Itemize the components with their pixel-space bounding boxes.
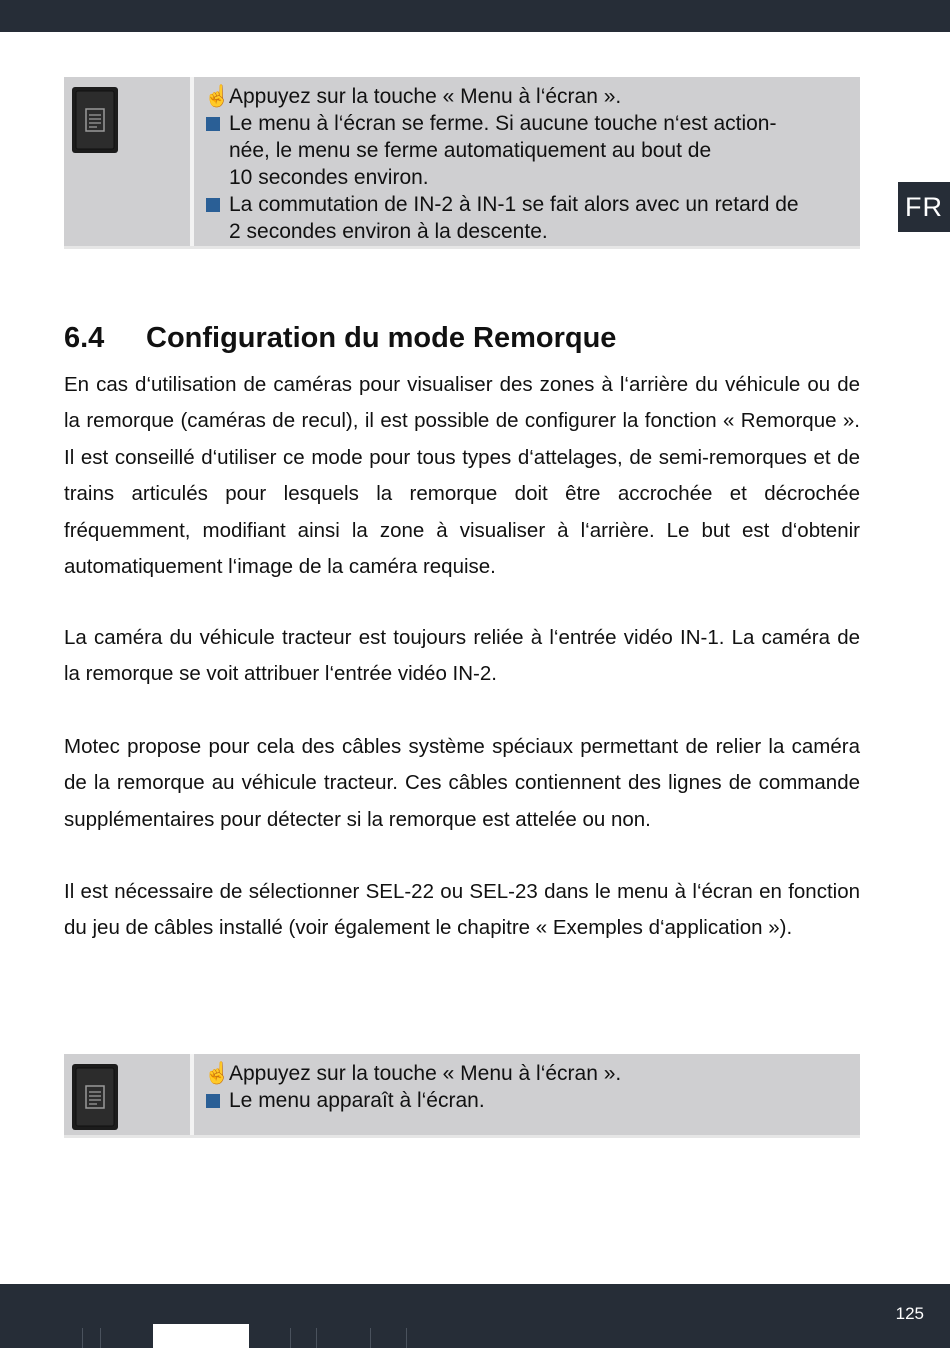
result-line: Le menu à l‘écran se ferme. Si aucune touche n‘est action- [204, 110, 852, 137]
result-line-cont: née, le menu se ferme automatiquement au bout de [229, 139, 712, 162]
section-number: 6.4 [64, 322, 105, 354]
box-divider [190, 1054, 194, 1135]
hand-pointer-icon: ☝ [204, 85, 231, 108]
footer-bar [0, 1284, 950, 1348]
section-heading [64, 318, 864, 358]
square-bullet-icon [204, 191, 226, 219]
footer-tick [290, 1328, 291, 1348]
footer-tick [100, 1328, 101, 1348]
menu-button-icon [72, 1064, 118, 1130]
instruction-line: ☝ Appuyez sur la touche « Menu à l‘écran ». [204, 85, 622, 108]
instruction-list [204, 83, 852, 245]
footer-tick [82, 1328, 83, 1348]
paragraph-2: La caméra du véhicule tracteur est toujours reliée à l‘entrée vidéo IN-1. La caméra de la remorque se voit attribuer l‘entrée vidéo IN-2. [64, 626, 860, 686]
page-number: 125 [895, 1304, 924, 1323]
header-bar [0, 0, 950, 32]
paragraph-1: En cas d‘utilisation de caméras pour visualiser des zones à l‘arrière du véhicule ou de la remorque (caméras de recul), il est possible de configurer la fonction « Remorque ». Il est conseillé d‘utiliser ce mode pour tous types d‘attelages, de semi-remorques et de trains articulés pour lesquels la remorque doit être accrochée et décrochée fréquemment, modifiant ainsi la zone à visualiser à l‘arrière. Le but est d‘obtenir automatiquement l‘image de la caméra requise. [64, 373, 860, 579]
instruction-box-1 [64, 77, 860, 249]
box-divider [190, 77, 194, 246]
instruction-box-2 [64, 1054, 860, 1138]
footer-tick [316, 1328, 317, 1348]
square-bullet-icon [204, 110, 226, 138]
square-bullet-icon [204, 1087, 226, 1115]
footer-label-block [153, 1324, 249, 1348]
instruction-list [204, 1060, 852, 1114]
result-line-cont: 2 secondes environ à la descente. [229, 220, 548, 243]
footer-tick [370, 1328, 371, 1348]
section-title-text: Configuration du mode Remorque [146, 322, 617, 354]
result-line-cont: 10 secondes environ. [229, 166, 429, 189]
paragraph-3: Motec propose pour cela des câbles système spéciaux permettant de relier la caméra de la remorque au véhicule tracteur. Ces câbles contiennent des lignes de commande supplémentaires pour détecter si la remorque est attelée ou non. [64, 735, 860, 831]
language-tab: FR [898, 182, 950, 232]
menu-button-icon [72, 87, 118, 153]
result-line: Le menu apparaît à l‘écran. [204, 1087, 852, 1114]
footer-tick [406, 1328, 407, 1348]
result-line: La commutation de IN-2 à IN-1 se fait alors avec un retard de [204, 191, 852, 218]
paragraph-4: Il est nécessaire de sélectionner SEL-22 ou SEL-23 dans le menu à l‘écran en fonction du jeu de câbles installé (voir également le chapitre « Exemples d‘application »). [64, 880, 860, 940]
hand-pointer-icon: ☝ [204, 1062, 231, 1085]
instruction-line: ☝ Appuyez sur la touche « Menu à l‘écran ». [204, 1062, 622, 1085]
